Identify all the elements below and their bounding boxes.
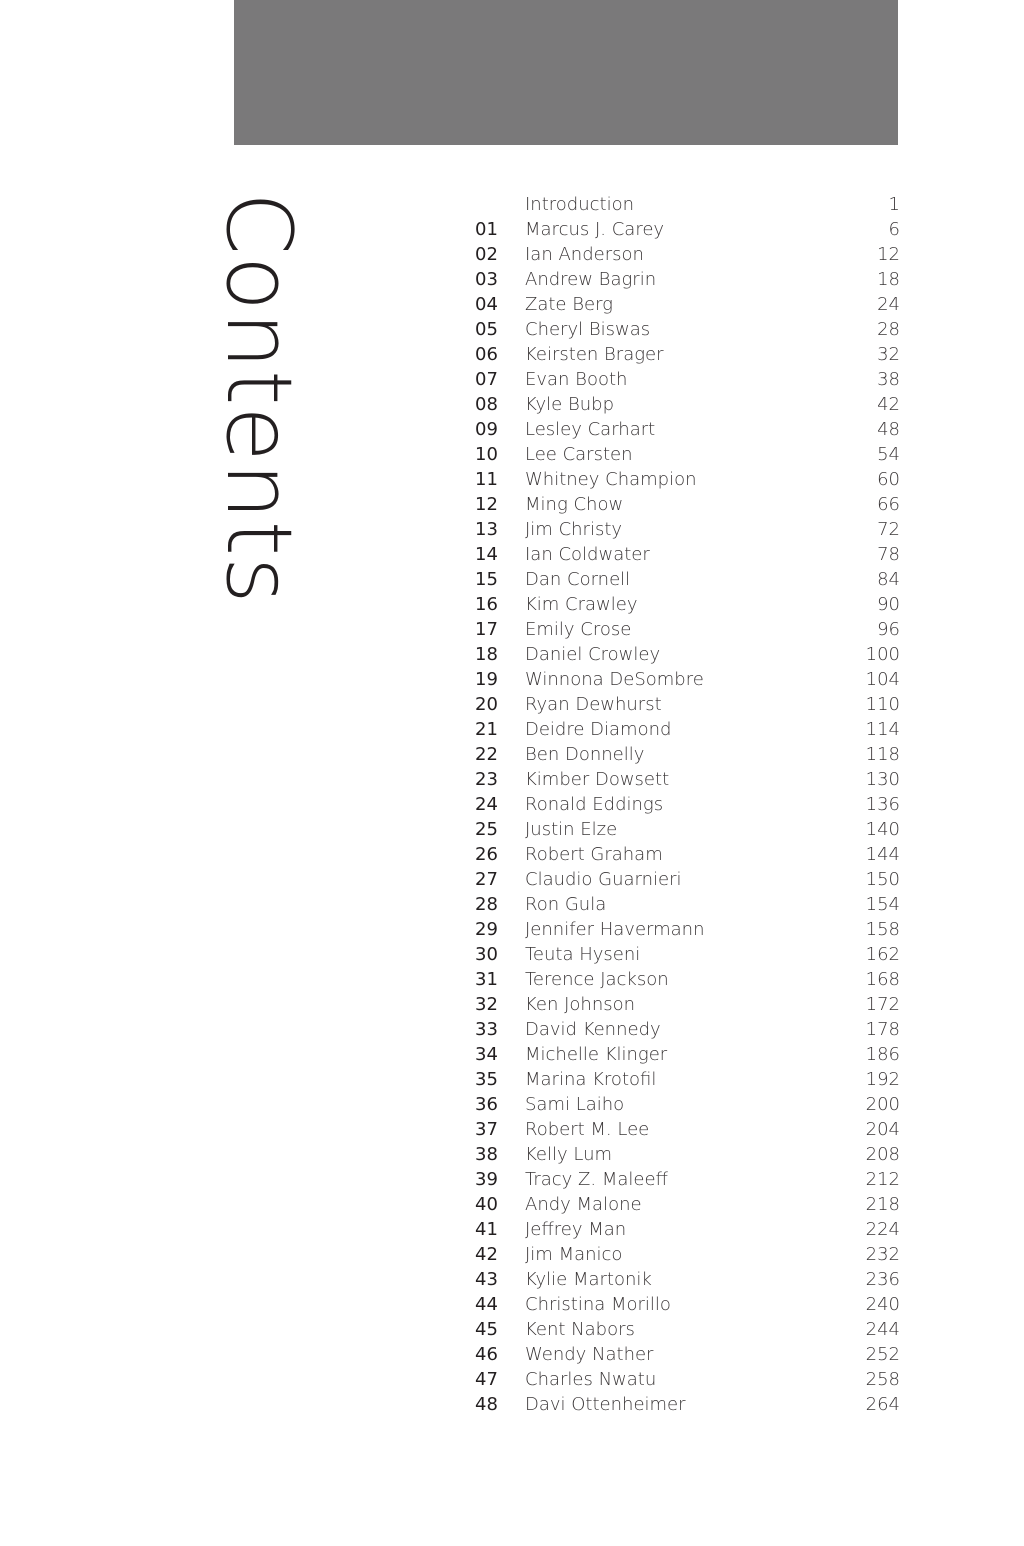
toc-entry[interactable] [470, 317, 902, 342]
toc-entry-number: 31 [475, 969, 498, 990]
toc-entry[interactable] [470, 942, 902, 967]
toc-entry-page: 186 [865, 1044, 900, 1065]
toc-entry-page: 84 [877, 569, 900, 590]
toc-entry[interactable] [470, 217, 902, 242]
toc-entry-page: 154 [865, 894, 900, 915]
toc-entry-number: 21 [475, 719, 498, 740]
toc-entry-name: Lee Carsten [525, 444, 633, 465]
toc-entry[interactable] [470, 1142, 902, 1167]
toc-entry[interactable] [470, 842, 902, 867]
toc-entry-number: 05 [475, 319, 498, 340]
toc-entry-number: 36 [475, 1094, 498, 1115]
toc-entry-page: 172 [865, 994, 900, 1015]
toc-entry-number: 29 [475, 919, 498, 940]
toc-entry-page: 264 [865, 1394, 900, 1415]
toc-entry[interactable] [470, 467, 902, 492]
toc-entry[interactable] [470, 1367, 902, 1392]
toc-entry[interactable] [470, 1342, 902, 1367]
toc-entry-page: 158 [865, 919, 900, 940]
toc-entry-page: 6 [888, 219, 900, 240]
toc-entry-page: 144 [865, 844, 900, 865]
toc-entry[interactable] [470, 442, 902, 467]
toc-entry[interactable] [470, 592, 902, 617]
toc-entry-name: Ming Chow [525, 494, 624, 515]
toc-entry-page: 60 [877, 469, 900, 490]
toc-entry[interactable] [470, 1167, 902, 1192]
toc-entry[interactable] [470, 567, 902, 592]
toc-entry-name: Claudio Guarnieri [525, 869, 682, 890]
toc-entry-name: Jim Manico [525, 1244, 623, 1265]
toc-entry-page: 140 [865, 819, 900, 840]
toc-entry[interactable] [470, 792, 902, 817]
toc-entry[interactable] [470, 617, 902, 642]
toc-entry-page: 28 [877, 319, 900, 340]
toc-entry[interactable] [470, 642, 902, 667]
toc-entry[interactable] [470, 1042, 902, 1067]
toc-entry-page: 32 [877, 344, 900, 365]
toc-entry[interactable] [470, 517, 902, 542]
toc-entry-page: 244 [865, 1319, 900, 1340]
toc-entry-number: 48 [475, 1394, 498, 1415]
toc-entry-number: 35 [475, 1069, 498, 1090]
toc-entry-number: 37 [475, 1119, 498, 1140]
header-band [234, 0, 898, 145]
toc-entry-page: 218 [865, 1194, 900, 1215]
toc-entry[interactable] [470, 1217, 902, 1242]
toc-entry[interactable] [470, 867, 902, 892]
toc-entry[interactable] [470, 1092, 902, 1117]
toc-entry[interactable] [470, 1392, 902, 1417]
toc-entry-page: 118 [865, 744, 900, 765]
toc-entry[interactable] [470, 242, 902, 267]
toc-entry[interactable] [470, 1017, 902, 1042]
toc-entry-page: 136 [865, 794, 900, 815]
toc-entry-page: 212 [865, 1169, 900, 1190]
toc-entry-number: 19 [475, 669, 498, 690]
toc-entry-name: Sami Laiho [525, 1094, 625, 1115]
toc-entry[interactable] [470, 992, 902, 1017]
toc-entry[interactable] [470, 1117, 902, 1142]
toc-entry-page: 224 [865, 1219, 900, 1240]
toc-entry[interactable] [470, 492, 902, 517]
toc-entry-page: 24 [877, 294, 900, 315]
toc-entry-name: Davi Ottenheimer [525, 1394, 686, 1415]
toc-entry-name: Keirsten Brager [525, 344, 664, 365]
toc-entry-name: Dan Cornell [525, 569, 631, 590]
toc-entry-number: 11 [475, 469, 498, 490]
toc-entry-name: Ian Coldwater [525, 544, 650, 565]
toc-entry-page: 96 [877, 619, 900, 640]
toc-entry-page: 18 [877, 269, 900, 290]
toc-entry-number: 09 [475, 419, 498, 440]
toc-entry-page: 100 [865, 644, 900, 665]
toc-entry-number: 23 [475, 769, 498, 790]
toc-entry-page: 90 [877, 594, 900, 615]
toc-entry[interactable] [470, 342, 902, 367]
toc-entry-name: Teuta Hyseni [525, 944, 641, 965]
toc-entry-number: 40 [475, 1194, 498, 1215]
toc-entry-number: 03 [475, 269, 498, 290]
toc-entry-name: Wendy Nather [525, 1344, 654, 1365]
toc-entry-number: 41 [475, 1219, 498, 1240]
toc-entry-page: 252 [865, 1344, 900, 1365]
toc-entry-name: Winnona DeSombre [525, 669, 704, 690]
toc-entry-page: 38 [877, 369, 900, 390]
toc-entry-number: 43 [475, 1269, 498, 1290]
toc-entry-page: 240 [865, 1294, 900, 1315]
toc-entry-page: 48 [877, 419, 900, 440]
toc-entry-name: Ronald Eddings [525, 794, 664, 815]
toc-entry-name: Robert M. Lee [525, 1119, 650, 1140]
toc-entry-name: Cheryl Biswas [525, 319, 651, 340]
toc-entry-name: Robert Graham [525, 844, 663, 865]
toc-entry-number: 07 [475, 369, 498, 390]
toc-entry-name: David Kennedy [525, 1019, 661, 1040]
toc-entry-page: 110 [865, 694, 900, 715]
toc-entry-number: 30 [475, 944, 498, 965]
toc-entry-page: 204 [865, 1119, 900, 1140]
toc-entry[interactable] [470, 917, 902, 942]
toc-entry-name: Kyle Bubp [525, 394, 614, 415]
toc-entry[interactable] [470, 1192, 902, 1217]
toc-entry-name: Marina Krotofil [525, 1069, 657, 1090]
toc-entry-name: Jim Christy [525, 519, 623, 540]
toc-entry[interactable] [470, 742, 902, 767]
toc-entry-name: Ken Johnson [525, 994, 636, 1015]
toc-entry-name: Lesley Carhart [525, 419, 656, 440]
toc-entry-name: Kent Nabors [525, 1319, 635, 1340]
toc-entry-name: Terence Jackson [525, 969, 669, 990]
toc-entry-number: 01 [475, 219, 498, 240]
toc-entry-number: 32 [475, 994, 498, 1015]
toc-entry-number: 22 [475, 744, 498, 765]
toc-entry-name: Andrew Bagrin [525, 269, 657, 290]
toc-entry[interactable] [470, 542, 902, 567]
toc-entry-number: 26 [475, 844, 498, 865]
toc-entry[interactable] [470, 967, 902, 992]
toc-entry-name: Introduction [525, 194, 635, 215]
toc-entry-page: 1 [888, 194, 900, 215]
toc-entry[interactable] [470, 717, 902, 742]
toc-entry-name: Kelly Lum [525, 1144, 613, 1165]
toc-entry-page: 192 [865, 1069, 900, 1090]
toc-entry-name: Kim Crawley [525, 594, 638, 615]
toc-entry-page: 236 [865, 1269, 900, 1290]
toc-entry-number: 45 [475, 1319, 498, 1340]
toc-entry-page: 232 [865, 1244, 900, 1265]
toc-entry-page: 66 [877, 494, 900, 515]
toc-entry-name: Evan Booth [525, 369, 628, 390]
toc-entry[interactable] [470, 1292, 902, 1317]
toc-entry-page: 12 [877, 244, 900, 265]
toc-entry-number: 02 [475, 244, 498, 265]
toc-entry-number: 39 [475, 1169, 498, 1190]
toc-entry-page: 208 [865, 1144, 900, 1165]
toc-entry[interactable] [470, 292, 902, 317]
toc-entry-page: 162 [865, 944, 900, 965]
toc-entry-name: Whitney Champion [525, 469, 697, 490]
toc-entry-page: 258 [865, 1369, 900, 1390]
toc-entry-number: 25 [475, 819, 498, 840]
toc-entry[interactable] [470, 392, 902, 417]
toc-entry[interactable] [470, 817, 902, 842]
toc-entry[interactable] [470, 767, 902, 792]
toc-entry-page: 104 [865, 669, 900, 690]
toc-entry-number: 18 [475, 644, 498, 665]
toc-entry[interactable] [470, 192, 902, 217]
toc-entry[interactable] [470, 1267, 902, 1292]
page-title: Contents [206, 192, 311, 605]
toc-entry-number: 47 [475, 1369, 498, 1390]
toc-entry-name: Charles Nwatu [525, 1369, 657, 1390]
toc-entry-name: Michelle Klinger [525, 1044, 668, 1065]
toc-entry-name: Marcus J. Carey [525, 219, 665, 240]
toc-entry-number: 12 [475, 494, 498, 515]
toc-entry-page: 168 [865, 969, 900, 990]
toc-entry-number: 24 [475, 794, 498, 815]
toc-entry-number: 14 [475, 544, 498, 565]
toc-entry-name: Emily Crose [525, 619, 632, 640]
toc-entry-page: 130 [865, 769, 900, 790]
toc-entry-number: 42 [475, 1244, 498, 1265]
toc-entry-name: Kylie Martonik [525, 1269, 652, 1290]
toc-entry-name: Jeffrey Man [525, 1219, 627, 1240]
toc-entry-number: 34 [475, 1044, 498, 1065]
toc-entry-page: 200 [865, 1094, 900, 1115]
toc-entry[interactable] [470, 367, 902, 392]
toc-entry-name: Ron Gula [525, 894, 607, 915]
toc-entry-number: 06 [475, 344, 498, 365]
toc-entry[interactable] [470, 667, 902, 692]
toc-entry-name: Andy Malone [525, 1194, 642, 1215]
toc-entry[interactable] [470, 1067, 902, 1092]
toc-entry[interactable] [470, 1242, 902, 1267]
toc-entry[interactable] [470, 267, 902, 292]
toc-entry-number: 28 [475, 894, 498, 915]
toc-entry-name: Ben Donnelly [525, 744, 645, 765]
toc-entry-name: Deidre Diamond [525, 719, 672, 740]
toc-entry-name: Tracy Z. Maleeff [525, 1169, 668, 1190]
toc-entry-number: 16 [475, 594, 498, 615]
toc-entry-number: 13 [475, 519, 498, 540]
toc-entry-number: 10 [475, 444, 498, 465]
toc-entry-page: 78 [877, 544, 900, 565]
toc-entry-number: 44 [475, 1294, 498, 1315]
toc-entry-number: 15 [475, 569, 498, 590]
toc-entry-name: Justin Elze [525, 819, 618, 840]
toc-entry-name: Jennifer Havermann [525, 919, 705, 940]
toc-entry-name: Ian Anderson [525, 244, 644, 265]
toc-entry[interactable] [470, 692, 902, 717]
toc-entry-number: 08 [475, 394, 498, 415]
toc-entry[interactable] [470, 417, 902, 442]
toc-entry-number: 04 [475, 294, 498, 315]
toc-entry-page: 72 [877, 519, 900, 540]
toc-entry-number: 27 [475, 869, 498, 890]
toc-entry-number: 38 [475, 1144, 498, 1165]
toc-entry[interactable] [470, 1317, 902, 1342]
toc-entry-name: Kimber Dowsett [525, 769, 670, 790]
toc-entry-name: Ryan Dewhurst [525, 694, 662, 715]
toc-entry-page: 150 [865, 869, 900, 890]
toc-entry-page: 42 [877, 394, 900, 415]
toc-entry-page: 178 [865, 1019, 900, 1040]
toc-entry-name: Daniel Crowley [525, 644, 661, 665]
toc-entry-name: Christina Morillo [525, 1294, 671, 1315]
toc-entry-number: 46 [475, 1344, 498, 1365]
toc-entry-number: 20 [475, 694, 498, 715]
toc-entry-number: 33 [475, 1019, 498, 1040]
toc-entry-number: 17 [475, 619, 498, 640]
table-of-contents [470, 192, 902, 1417]
toc-entry[interactable] [470, 892, 902, 917]
toc-entry-name: Zate Berg [525, 294, 613, 315]
toc-entry-page: 114 [865, 719, 900, 740]
toc-entry-page: 54 [877, 444, 900, 465]
